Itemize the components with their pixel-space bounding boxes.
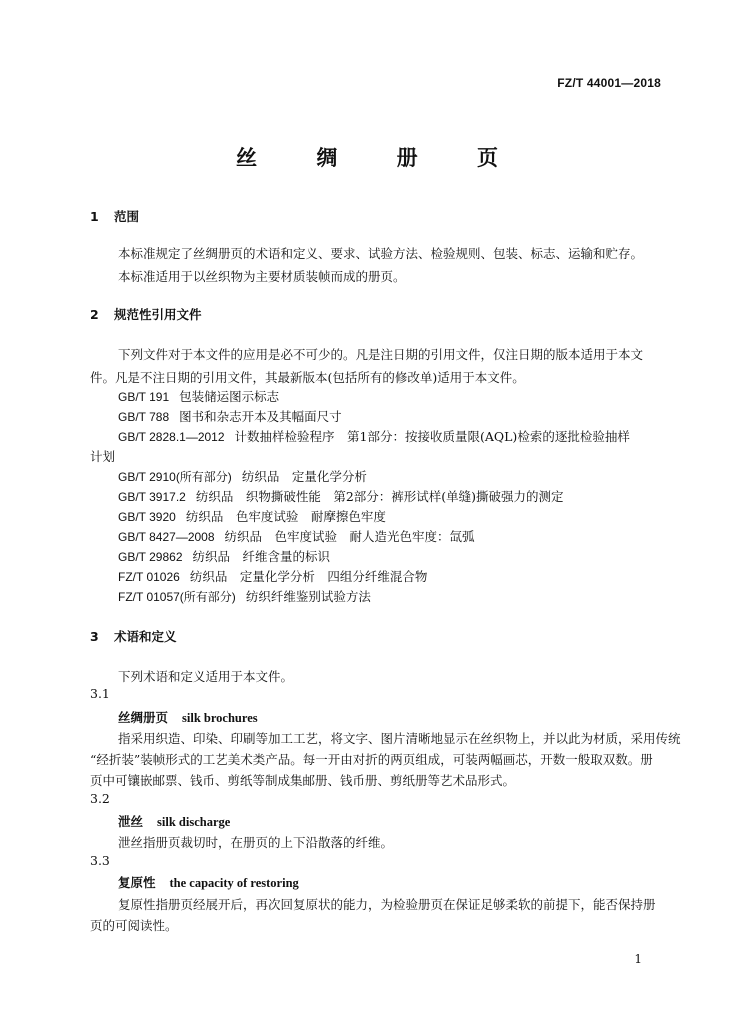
term-heading xyxy=(118,873,299,891)
reference-item xyxy=(118,467,367,485)
definition-line: 泄丝指册页裁切时，在册页的上下沿散落的纤维。 xyxy=(118,835,394,850)
reference-code: GB/T 3920 xyxy=(118,510,176,524)
section-3-heading xyxy=(90,627,177,645)
reference-item xyxy=(118,507,386,525)
paragraph: 本标准规定了丝绸册页的术语和定义、要求、试验方法、检验规则、包装、标志、运输和贮存。 xyxy=(118,246,644,261)
term-english: silk brochures xyxy=(182,711,258,725)
reference-continuation: 计划 xyxy=(90,449,116,464)
reference-code: GB/T 3917.2 xyxy=(118,490,186,504)
reference-item xyxy=(118,387,279,405)
reference-code: FZ/T 01057(所有部分) xyxy=(118,590,236,604)
reference-code: GB/T 191 xyxy=(118,390,170,404)
term-number: 3.1 xyxy=(90,686,110,701)
reference-code: GB/T 788 xyxy=(118,410,170,424)
term-chinese: 泄丝 xyxy=(118,814,144,829)
page-number: 1 xyxy=(634,952,642,966)
reference-title: 图书和杂志开本及其幅面尺寸 xyxy=(179,409,342,424)
reference-item xyxy=(118,567,427,585)
reference-code: GB/T 29862 xyxy=(118,550,183,564)
section-title: 范围 xyxy=(114,209,140,224)
reference-item xyxy=(118,547,330,565)
definition-line: 指采用织造、印染、印刷等加工工艺，将文字、图片清晰地显示在丝织物上，并以此为材质，采用传统 xyxy=(118,731,681,746)
reference-item xyxy=(118,587,371,605)
reference-code: FZ/T 01026 xyxy=(118,570,180,584)
standard-number: FZ/T 44001—2018 xyxy=(557,76,661,90)
definition-line: 页中可镶嵌邮票、钱币、剪纸等制成集邮册、钱币册、剪纸册等艺术品形式。 xyxy=(90,773,516,788)
section-2-heading xyxy=(90,305,202,323)
reference-item xyxy=(118,427,630,445)
reference-title: 纺织品 色牢度试验 耐摩擦色牢度 xyxy=(185,509,386,524)
paragraph: 下列文件对于本文件的应用是必不可少的。凡是注日期的引用文件，仅注日期的版本适用于本文 xyxy=(118,347,644,362)
term-heading xyxy=(118,812,230,830)
term-english: silk discharge xyxy=(157,815,231,829)
reference-code: GB/T 2910(所有部分) xyxy=(118,470,232,484)
section-title: 规范性引用文件 xyxy=(114,307,202,322)
reference-title: 纺织品 定量化学分析 xyxy=(241,469,367,484)
reference-title: 计数抽样检验程序 第1部分：按接收质量限(AQL)检索的逐批检验抽样 xyxy=(234,429,630,444)
definition-line: 页的可阅读性。 xyxy=(90,918,178,933)
reference-title: 纺织品 色牢度试验 耐人造光色牢度：氙弧 xyxy=(224,529,475,544)
reference-title: 纺织品 纤维含量的标识 xyxy=(192,549,331,564)
reference-title: 纺织品 定量化学分析 四组分纤维混合物 xyxy=(189,569,428,584)
paragraph-continuation: 件。凡是不注日期的引用文件，其最新版本(包括所有的修改单)适用于本文件。 xyxy=(90,370,525,385)
page-title: 丝 绸 册 页 xyxy=(236,146,524,170)
section-number: 2 xyxy=(90,307,99,322)
reference-code: GB/T 8427—2008 xyxy=(118,530,215,544)
reference-title: 包装储运图示标志 xyxy=(179,389,280,404)
reference-item xyxy=(118,527,475,545)
term-chinese: 丝绸册页 xyxy=(118,710,169,725)
term-english: the capacity of restoring xyxy=(169,876,299,890)
term-number: 3.3 xyxy=(90,853,110,868)
reference-code: GB/T 2828.1—2012 xyxy=(118,430,225,444)
section-title: 术语和定义 xyxy=(114,629,177,644)
section-number: 3 xyxy=(90,629,99,644)
reference-item xyxy=(118,407,342,425)
paragraph: 本标准适用于以丝织物为主要材质装帧而成的册页。 xyxy=(118,269,406,284)
reference-title: 纺织品 织物撕破性能 第2部分：裤形试样(单缝)撕破强力的测定 xyxy=(195,489,564,504)
term-heading xyxy=(118,708,258,726)
term-chinese: 复原性 xyxy=(118,875,156,890)
definition-line: “经折装”装帧形式的工艺美术类产品。每一开由对折的两页组成，可装两幅画芯，开数一般取双数。册 xyxy=(90,752,653,767)
definition-line: 复原性指册页经展开后，再次回复原状的能力，为检验册页在保证足够柔软的前提下，能否保持册 xyxy=(118,897,656,912)
reference-title: 纺织纤维鉴别试验方法 xyxy=(245,589,371,604)
section-1-heading xyxy=(90,207,139,225)
reference-item xyxy=(118,487,564,505)
section-number: 1 xyxy=(90,209,99,224)
term-number: 3.2 xyxy=(90,791,110,806)
paragraph: 下列术语和定义适用于本文件。 xyxy=(118,669,294,684)
